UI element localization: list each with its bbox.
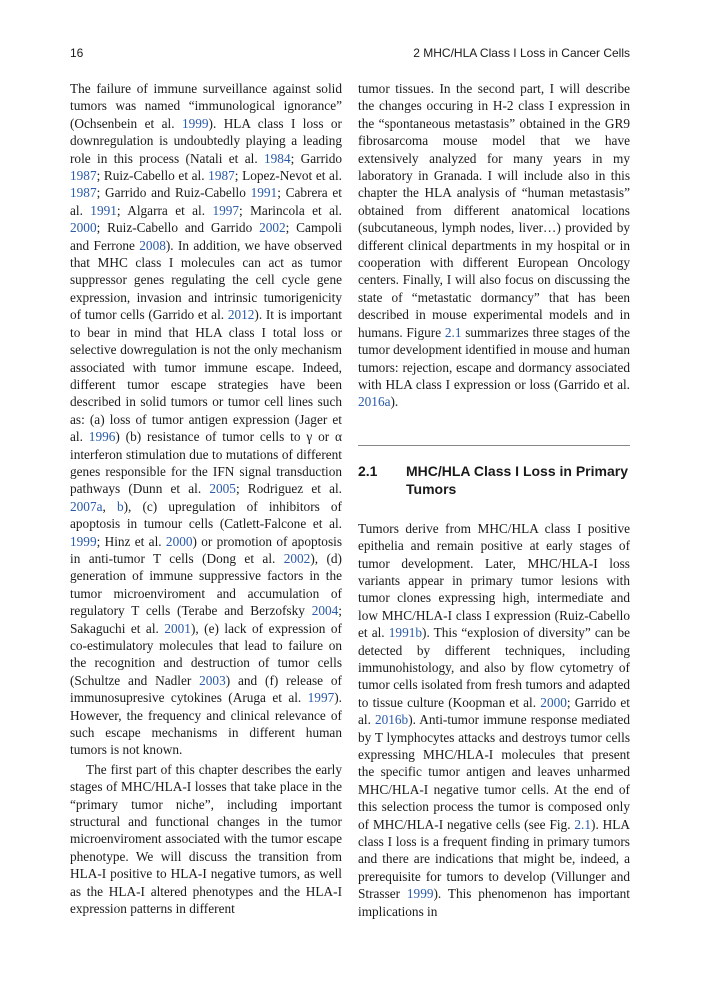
text-run: , <box>102 498 117 514</box>
running-title: 2 MHC/HLA Class I Loss in Cancer Cells <box>413 46 630 60</box>
page-header <box>70 46 630 66</box>
citation-link[interactable]: 1997 <box>307 690 335 706</box>
text-run: ). HLA class I loss or downregulation is undoubtedly playing a leading role in this process (Natali et al. <box>70 115 342 166</box>
text-run: ; Ruiz-Cabello et al. <box>96 168 209 184</box>
citation-link[interactable]: 2016a <box>358 394 391 410</box>
citation-link[interactable]: 2002 <box>283 550 311 566</box>
text-run: ) and (f) release of immunosupresive cytokines (Aruga et al. <box>70 672 342 706</box>
text-run: The first part of this chapter describes the early stages of MHC/HLA-I losses that take place in the “primary tumor niche”, including important structural and functional changes in the tumor microenviroment associated with the tumor escape phenotype. We will discuss the transition from HLA-I positive to HLA-I negative tumors, as well as the HLA-I altered phenotypes and the HLA-I expression patterns in different <box>70 761 342 917</box>
section-title: MHC/HLA Class I Loss in Primary Tumors <box>406 462 628 497</box>
text-run: ) or promotion of apoptosis in anti-tumor T cells (Dong et al. <box>70 533 342 566</box>
text-run: ; Garrido et al. <box>358 694 630 728</box>
citation-link[interactable]: 2003 <box>199 672 226 688</box>
citation-link[interactable]: 1987 <box>70 185 97 201</box>
text-run: ; Cabrera et al. <box>70 185 342 218</box>
citation-link[interactable]: 2001 <box>164 620 191 636</box>
section-number: 2.1 <box>358 462 378 479</box>
text-run: ). HLA class I loss is a frequent finding in primary tumors and there are indications that might be, indeed, a prerequisite for tumors to develop (Villunger and Strasser <box>358 816 630 902</box>
text-run: ). It is important to bear in mind that HLA class I total loss or selective dowregulation is not the only mechanism associated with tumor immune escape. Indeed, different tumor escape strategies have been described in solid tumors or tumor cell lines such as: (a) loss of tumor antigen expression (Jager et al. <box>70 307 343 445</box>
citation-link[interactable]: 2004 <box>311 603 339 619</box>
text-run: tumor tissues. In the second part, I will describe the changes occuring in H-2 class I expression in the “spontaneous metastasis” obtained in the GR9 fibrosarcoma mouse model that we have extensively analyzed for many years in my laboratory in Granada. I will include also in this chapter the HLA analysis of “human metastasis” obtained from different anatomical locations (subcutaneous, lymph nodes, liver…) provided by different clinical departments in my hospital or in cooperation with different European Oncology centers. Finally, I will also focus on discussing the state of “metastatic dormancy” that has been described in mouse experimental models and in humans. Figure <box>358 81 630 340</box>
citation-link[interactable]: 2.1 <box>574 816 592 832</box>
text-run: ; Garrido <box>290 150 342 166</box>
text-run: ). This “explosion of diversity” can be detected by different techniques, including immunohistology, and also by flow cytometry of tumor cells isolated from fresh tumors and adapted to tissue culture (Koopman et al. <box>358 625 630 710</box>
text-run: ), (d) generation of immune suppressive factors in the tumor microenviroment and accumulation of regulatory T cells (Terabe and Berzofsky <box>70 550 342 619</box>
text-run: ; Campoli and Ferrone <box>70 220 342 253</box>
left-column <box>70 80 342 918</box>
paragraph <box>358 80 630 411</box>
text-run: Tumors derive from MHC/HLA class I positive epithelia and remain positive at early stages of tumor development. Later, MHC/HLA-I loss variants appear in primary tumor lesions with tumor clones expressing high, intermediate and low MHC/HLA-I class I expression (Ruiz-Cabello et al. <box>358 520 630 641</box>
paragraph <box>70 80 342 759</box>
citation-link[interactable]: 1999 <box>406 886 434 902</box>
citation-link[interactable]: 1987 <box>70 168 97 184</box>
text-run: ; Sakaguchi et al. <box>70 603 342 636</box>
text-run: ; Algarra et al. <box>116 202 213 218</box>
citation-link[interactable]: 1999 <box>181 115 209 131</box>
citation-link[interactable]: b <box>116 498 124 514</box>
paragraph <box>70 761 342 918</box>
citation-link[interactable]: 2012 <box>227 307 255 323</box>
text-run: ). However, the frequency and clinical relevance of such escape mechanisms in different human tumors is not known. <box>70 690 342 758</box>
citation-link[interactable]: 2000 <box>540 694 567 710</box>
section-heading <box>358 445 630 498</box>
text-run: ; Garrido and Ruiz-Cabello <box>96 185 251 201</box>
right-column <box>358 80 630 920</box>
citation-link[interactable]: 1987 <box>208 168 235 184</box>
text-run: ; Ruiz-Cabello and Garrido <box>96 220 260 236</box>
citation-link[interactable]: 1997 <box>212 202 240 218</box>
text-run: ). This phenomenon has important implications in <box>358 886 630 919</box>
text-run: ). <box>390 394 399 410</box>
text-run: ; Marincola et al. <box>239 202 343 218</box>
text-run: ). In addition, we have observed that MHC class I molecules can act as tumor suppressor genes regulating the cell cycle gene expression, invasion and intrinsic tumorigenicity of tumor cells (Garrido et al. <box>70 237 342 323</box>
text-run: ), (e) lack of expression of co-estimulatory molecules that lead to failure on the recognition and destruction of tumor cells (Schultze and Nadler <box>70 620 342 688</box>
citation-link[interactable]: 1991 <box>250 185 278 201</box>
text-run: ) (b) resistance of tumor cells to γ or α interferon stimulation due to mutations of different genes responsible for the IFN signal transduction pathways (Dunn et al. <box>70 429 342 497</box>
page-number: 16 <box>70 46 84 60</box>
text-run: ; Hinz et al. <box>96 533 166 549</box>
citation-link[interactable]: 2000 <box>70 220 97 236</box>
paragraph <box>358 520 630 920</box>
citation-link[interactable]: 1984 <box>264 150 291 166</box>
citation-link[interactable]: 1991b <box>388 625 423 641</box>
citation-link[interactable]: 2007a <box>70 498 103 514</box>
citation-link[interactable]: 2.1 <box>444 324 462 340</box>
citation-link[interactable]: 2002 <box>259 220 286 236</box>
text-run: ; Rodriguez et al. <box>235 481 343 497</box>
text-run: ; Lopez-Nevot et al. <box>234 168 342 184</box>
text-run: ), (c) upregulation of inhibitors of apoptosis in tumour cells (Catlett-Falcone et al. <box>70 498 342 532</box>
text-run: ). Anti-tumor immune response mediated by T lymphocytes attacks and destroys tumor cells expressing MHC/HLA-I molecules that present the specific tumor antigen and leaves unharmed MHC/HLA-I negative tumor cells. At the end of this selection process the tumor is composed only of MHC/HLA-I negative cells (see Fig. <box>358 712 630 832</box>
citation-link[interactable]: 1996 <box>88 429 116 445</box>
citation-link[interactable]: 2000 <box>165 533 193 549</box>
citation-link[interactable]: 2008 <box>139 237 166 253</box>
citation-link[interactable]: 1999 <box>70 533 97 549</box>
citation-link[interactable]: 2005 <box>209 481 236 497</box>
text-run: summarizes three stages of the tumor development identified in mouse and human tumors: rejection, escape and dormancy associated with HLA class I expression or loss (Garrido et al. <box>358 324 630 392</box>
citation-link[interactable]: 1991 <box>90 202 117 218</box>
text-run: The failure of immune surveillance against solid tumors was named “immunological ignorance” (Ochsenbein et al. <box>70 81 342 131</box>
citation-link[interactable]: 2016b <box>374 712 409 728</box>
